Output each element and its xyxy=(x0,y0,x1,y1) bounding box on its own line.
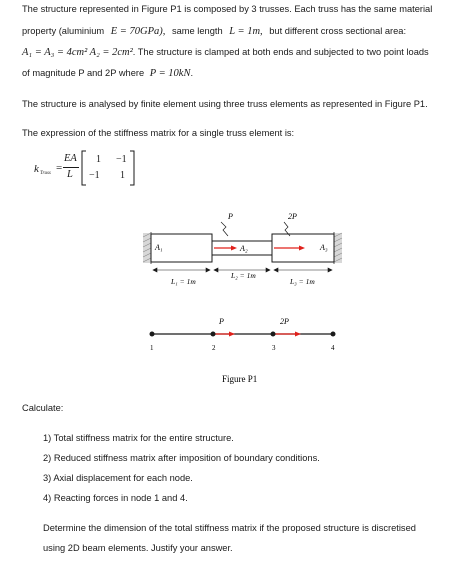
label-a2: A₂ xyxy=(240,244,248,253)
node-3-dot xyxy=(271,332,276,337)
label-a1: A₁ xyxy=(155,243,163,252)
fraction-denominator: L xyxy=(67,169,73,180)
intro-line-2-b: same length xyxy=(171,26,223,36)
node-2-label: 2 xyxy=(212,344,216,352)
length-label-2: L₂ = 1m xyxy=(231,271,256,280)
task-item-2: 2) Reduced stiffness matrix after imposition of boundary conditions. xyxy=(43,453,320,463)
matrix-brackets xyxy=(80,148,140,188)
k-symbol: k xyxy=(34,163,39,175)
matrix-21: −1 xyxy=(89,170,100,181)
length-value: L = 1m, xyxy=(229,26,263,37)
k-subscript: Truss xyxy=(40,171,51,176)
right-clamp-support xyxy=(334,232,342,264)
intro-line-2-a: property (aluminium xyxy=(22,26,105,36)
intro-line-3-b: . The structure is clamped at both ends and subjected to two point loads xyxy=(132,47,429,57)
length-label-3: L₃ = 1m xyxy=(290,277,315,286)
label-a3: A₃ xyxy=(320,243,328,252)
load-label-2p: 2P xyxy=(288,212,297,221)
stiffness-text: The expression of the stiffness matrix for a single truss element is: xyxy=(22,128,295,138)
task-item-3: 3) Axial displacement for each node. xyxy=(43,473,193,483)
final-question-line-1: Determine the dimension of the total stiffness matrix if the proposed structure is discretised xyxy=(43,523,416,533)
node-4-label: 4 xyxy=(331,344,335,352)
length-label-1: L₁ = 1m xyxy=(171,277,196,286)
task-item-4: 4) Reacting forces in node 1 and 4. xyxy=(43,493,188,503)
intro-line-1: The structure represented in Figure P1 is composed by 3 trusses. Each truss has the same material xyxy=(22,4,433,14)
matrix-22: 1 xyxy=(120,170,125,181)
node-4-dot xyxy=(331,332,336,337)
matrix-11: 1 xyxy=(96,154,101,165)
intro-line-4 xyxy=(22,67,193,80)
model-arrow-2p xyxy=(274,332,301,337)
fraction-bar xyxy=(63,167,79,168)
fraction-numerator: EA xyxy=(64,153,77,164)
areas: A₁ = A₃ = 4cm² A₂ = 2cm² xyxy=(22,47,133,58)
calculate-label: Calculate: xyxy=(22,403,64,413)
figure-caption: Figure P1 xyxy=(222,374,258,384)
equals-sign: = xyxy=(56,162,63,174)
task-item-1: 1) Total stiffness matrix for the entire structure. xyxy=(43,433,234,443)
load-label-p: P xyxy=(228,212,233,221)
matrix-12: −1 xyxy=(116,154,127,165)
intro-line-4-b: . xyxy=(190,68,194,78)
node-2-dot xyxy=(211,332,216,337)
model-load-label-2p: 2P xyxy=(280,317,289,326)
node-1-dot xyxy=(150,332,155,337)
stiffness-formula xyxy=(34,148,154,188)
left-clamp-support xyxy=(143,232,151,264)
node-3-label: 3 xyxy=(272,344,276,352)
youngs-modulus: E = 70GPa), xyxy=(110,26,166,37)
intro-line-2-c: but different cross sectional area: xyxy=(269,26,407,36)
analysis-text: The structure is analysed by finite element using three truss elements as represented in Figure P1. xyxy=(22,99,428,109)
final-question-line-2: using 2D beam elements. Justify your answer. xyxy=(43,543,233,553)
model-arrow-p xyxy=(214,332,235,337)
model-load-label-p: P xyxy=(219,317,224,326)
intro-line-2 xyxy=(22,25,460,38)
intro-line-3 xyxy=(22,46,429,59)
intro-line-4-a: of magnitude P and 2P where xyxy=(22,68,145,78)
load-line-p xyxy=(221,222,228,236)
figure-p1 xyxy=(0,200,466,415)
load-value: P = 10kN xyxy=(149,68,191,79)
node-1-label: 1 xyxy=(150,344,154,352)
